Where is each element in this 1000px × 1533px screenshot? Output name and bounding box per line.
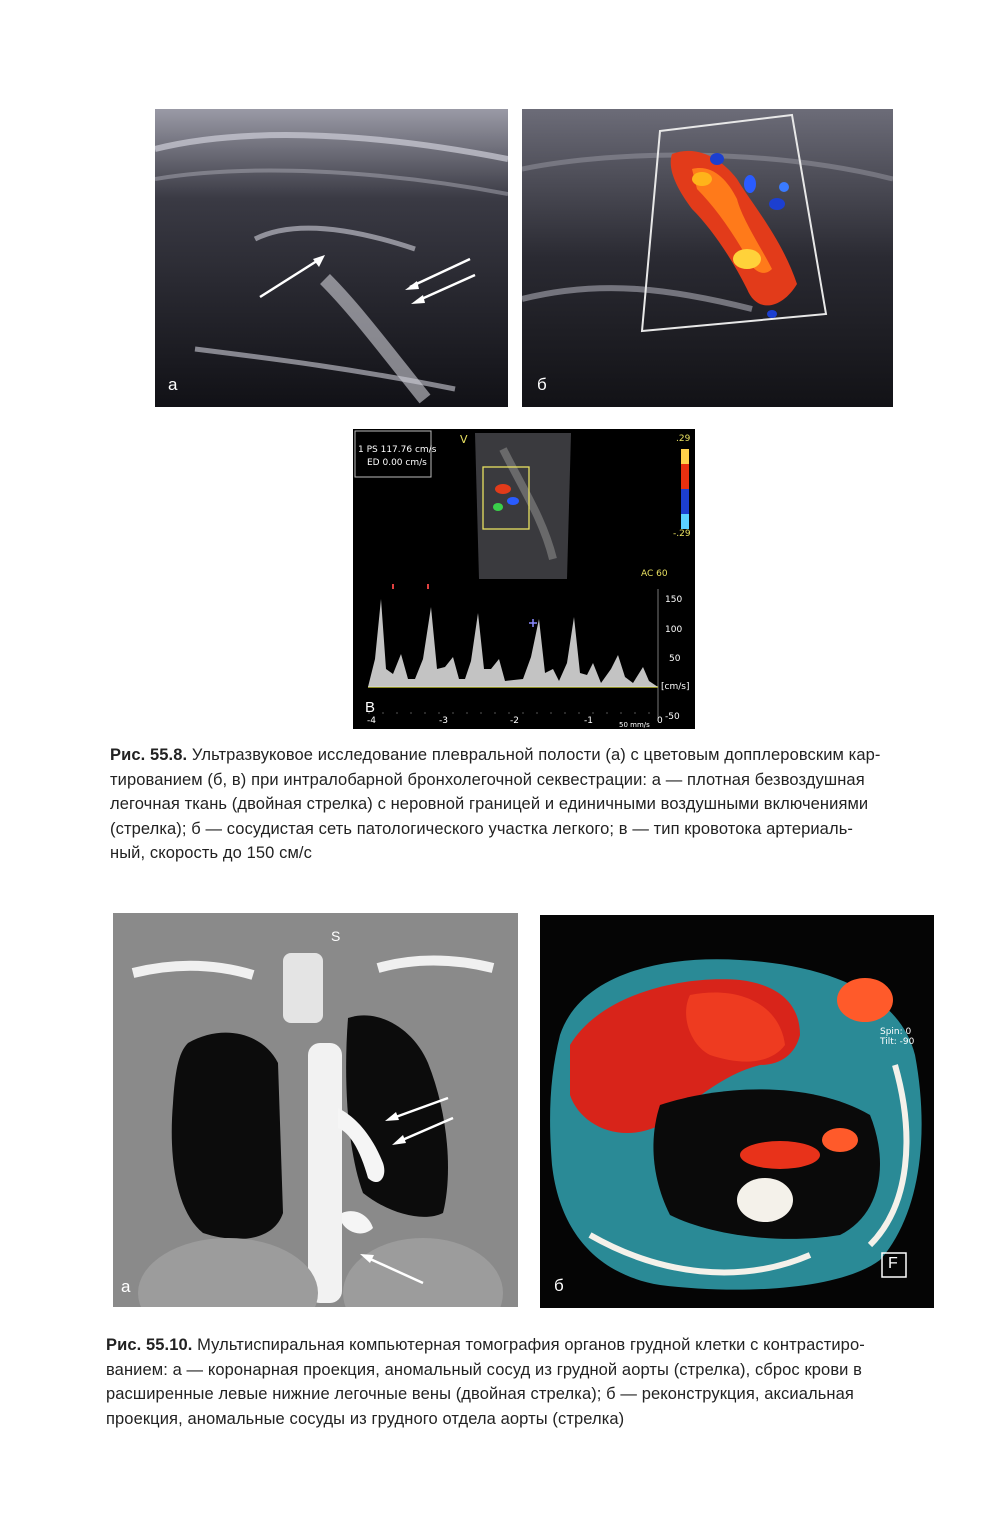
caption-line: тированием (б, в) при интралобарной бронхолегочной секвестрации: а — плотная безвоздушная xyxy=(110,770,865,789)
us-image-a-drawing xyxy=(155,109,508,407)
y-tick-150: 150 xyxy=(665,595,683,605)
caption-text: Мультиспиральная компьютерная томография органов грудной клетки с контрастиро- xyxy=(192,1336,865,1354)
x-tick-0: 0 xyxy=(657,716,663,726)
caption-fig-55-10 xyxy=(106,1333,940,1431)
caption-line xyxy=(106,1333,940,1358)
color-scale-top: .29 xyxy=(676,434,691,444)
ct-coronal-image-a xyxy=(113,913,518,1307)
ac-label: AC 60 xyxy=(641,569,668,579)
ct-coronal-drawing xyxy=(113,913,518,1307)
tilt-readout: Tilt: -90 xyxy=(880,1037,915,1047)
caption-line: ванием: а — коронарная проекция, аномальный сосуд из грудной аорты (стрелка), сброс крови в xyxy=(106,1360,863,1379)
y-tick-minus50: -50 xyxy=(665,712,680,722)
caption-line: проекция, аномальные сосуды из грудного отдела аорты (стрелка) xyxy=(106,1409,625,1428)
x-tick-minus1: -1 xyxy=(584,716,593,726)
x-tick-minus3: -3 xyxy=(439,716,448,726)
caption-line: ный, скорость до 150 см/с xyxy=(110,844,312,862)
x-tick-minus4: -4 xyxy=(367,716,376,726)
panel-label-a2: а xyxy=(121,1277,131,1296)
x-tick-minus2: -2 xyxy=(510,716,519,726)
caption-text: Ультразвуковое исследование плевральной полости (а) с цветовым допплеровским кар- xyxy=(187,746,881,764)
us-image-a xyxy=(155,109,508,407)
y-tick-100: 100 xyxy=(665,625,683,635)
figure-number: Рис. 55.8. xyxy=(110,746,188,764)
marker-s: S xyxy=(331,928,341,944)
sweep-speed: 50 mm/s xyxy=(619,721,650,729)
ct-reconstruction-drawing xyxy=(540,915,934,1308)
color-scale-bottom: -.29 xyxy=(673,529,691,539)
panel-label-c: В xyxy=(365,699,376,716)
doppler-image-b-drawing xyxy=(522,109,893,407)
panel-label-b2: б xyxy=(554,1276,564,1295)
ps-velocity-readout: 1 PS 117.76 cm/s xyxy=(358,445,437,455)
figure-number: Рис. 55.10. xyxy=(106,1336,193,1354)
panel-label-a: а xyxy=(168,375,178,394)
orientation-marker-f: F xyxy=(888,1255,898,1272)
ct-reconstruction-image-b xyxy=(540,915,934,1308)
caption-line: расширенные левые нижние легочные вены (двойная стрелка); б — реконструкция, аксиальная xyxy=(106,1385,854,1403)
spectral-doppler-drawing xyxy=(353,429,695,729)
panel-label-b: б xyxy=(537,375,547,394)
velocity-unit: [cm/s] xyxy=(661,682,690,692)
y-tick-50: 50 xyxy=(669,654,681,664)
caption-line xyxy=(110,743,940,768)
spin-readout: Spin: 0 xyxy=(880,1027,912,1037)
caption-line: легочная ткань (двойная стрелка) с неровной границей и единичными воздушными включениями xyxy=(110,795,869,813)
caption-fig-55-8 xyxy=(110,743,940,866)
v-marker: V xyxy=(460,433,468,446)
spectral-doppler-image-c xyxy=(353,429,695,729)
doppler-image-b xyxy=(522,109,893,407)
caption-line: (стрелка); б — сосудистая сеть патологического участка легкого; в — тип кровотока артериаль- xyxy=(110,819,853,838)
ed-velocity-readout: ED 0.00 cm/s xyxy=(367,458,427,468)
